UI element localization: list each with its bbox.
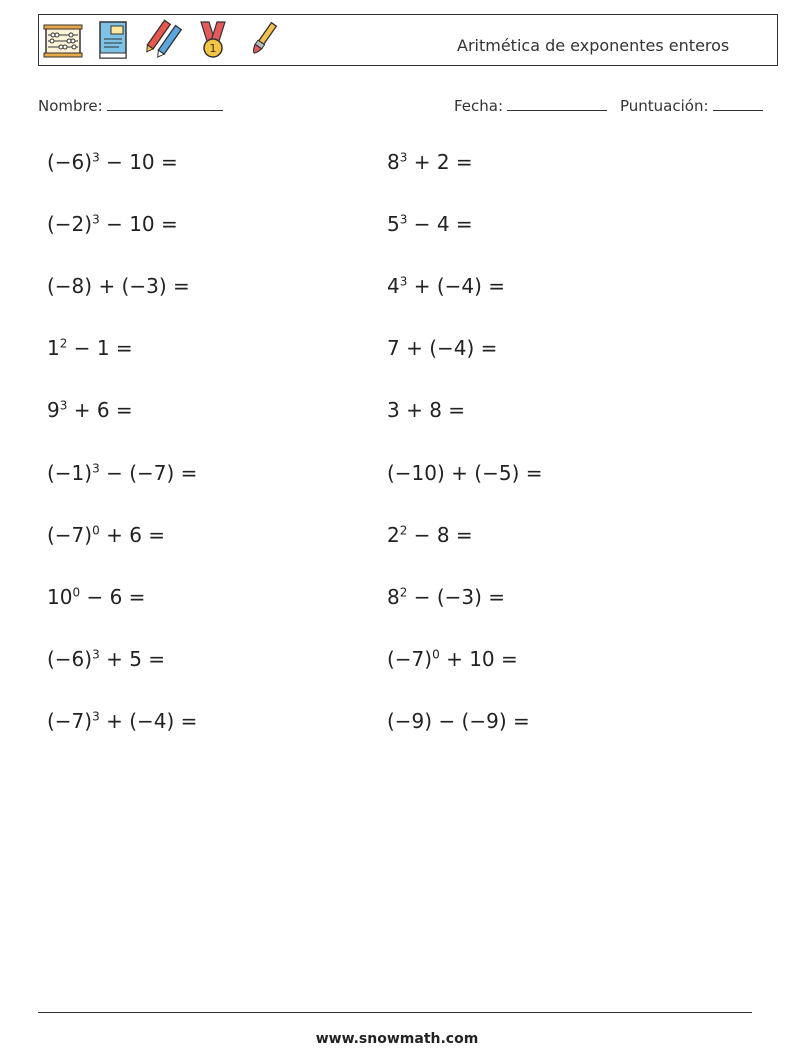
problem-left-6 <box>47 463 197 483</box>
problem-rest: − 10 = <box>99 150 178 174</box>
problem-exponent: 0 <box>432 647 440 662</box>
problem-base: (−10) + (−5) = <box>387 461 543 485</box>
problem-exponent: 3 <box>399 150 408 165</box>
problem-left-8 <box>47 587 145 607</box>
problem-rest: + (−4) = <box>99 709 198 733</box>
problem-base: (−7) <box>387 647 433 671</box>
problem-base: (−9) − (−9) = <box>387 709 530 733</box>
score-blank[interactable] <box>713 96 763 111</box>
problem-exponent: 3 <box>399 274 408 289</box>
date-field <box>454 96 607 114</box>
problem-rest: + 6 = <box>99 523 166 547</box>
problem-rest: + 10 = <box>439 647 518 671</box>
problem-base: 2 <box>387 523 400 547</box>
problem-exponent: 3 <box>399 212 408 227</box>
problem-base: (−6) <box>47 150 93 174</box>
problem-rest: + 6 = <box>67 398 133 422</box>
footer-divider <box>38 1012 752 1013</box>
problem-rest: − (−7) = <box>99 461 198 485</box>
problem-exponent: 3 <box>92 212 100 227</box>
problem-right-2 <box>387 214 473 234</box>
problem-right-4 <box>387 338 497 358</box>
problem-rest: − 10 = <box>99 212 178 236</box>
problem-base: 1 <box>47 336 60 360</box>
problem-exponent: 0 <box>92 523 100 538</box>
problem-exponent: 3 <box>92 150 100 165</box>
problem-base: 8 <box>387 150 400 174</box>
score-field <box>620 96 763 114</box>
problem-rest: − 8 = <box>407 523 473 547</box>
header-box <box>38 14 778 66</box>
problem-rest: − (−3) = <box>407 585 506 609</box>
crayons-icon <box>143 19 183 61</box>
problem-rest: + (−4) = <box>407 274 506 298</box>
problem-rest: − 1 = <box>67 336 133 360</box>
problem-left-9 <box>47 649 165 669</box>
problem-left-1 <box>47 152 178 172</box>
problem-rest: + 2 = <box>407 150 473 174</box>
problem-left-2 <box>47 214 178 234</box>
score-label: Puntuación: <box>620 97 709 115</box>
problem-right-10 <box>387 711 530 731</box>
problem-rest: − 4 = <box>407 212 473 236</box>
problem-base: (−8) + (−3) = <box>47 274 190 298</box>
problem-left-3 <box>47 276 190 296</box>
problem-base: (−6) <box>47 647 93 671</box>
problem-exponent: 2 <box>399 523 408 538</box>
date-blank[interactable] <box>507 96 607 111</box>
problem-exponent: 3 <box>92 709 100 724</box>
name-label: Nombre: <box>38 97 103 115</box>
problem-exponent: 3 <box>92 461 100 476</box>
problem-base: 7 + (−4) = <box>387 336 498 360</box>
medal-icon <box>193 19 233 61</box>
problem-right-5 <box>387 400 465 420</box>
paintbrush-icon <box>243 19 283 61</box>
problem-right-3 <box>387 276 505 296</box>
problem-left-7 <box>47 525 165 545</box>
problem-rest: − 6 = <box>80 585 146 609</box>
problem-base: (−1) <box>47 461 93 485</box>
abacus-icon <box>43 19 83 61</box>
problem-right-1 <box>387 152 473 172</box>
problem-base: 5 <box>387 212 400 236</box>
problem-exponent: 0 <box>72 585 81 600</box>
name-field <box>38 96 223 114</box>
problem-base: (−7) <box>47 709 93 733</box>
svg-text:1: 1 <box>209 42 217 55</box>
date-label: Fecha: <box>454 97 504 115</box>
problem-right-6 <box>387 463 543 483</box>
page-title: Aritmética de exponentes enteros <box>457 36 730 55</box>
problem-base: 10 <box>47 585 73 609</box>
footer-url: www.snowmath.com <box>315 1031 479 1047</box>
problem-right-9 <box>387 649 518 669</box>
problem-base: 8 <box>387 585 400 609</box>
book-icon <box>93 19 133 61</box>
problem-base: 9 <box>47 398 60 422</box>
problem-exponent: 3 <box>92 647 100 662</box>
problem-right-7 <box>387 525 473 545</box>
problem-exponent: 2 <box>399 585 408 600</box>
problem-rest: + 5 = <box>99 647 166 671</box>
problem-right-8 <box>387 587 505 607</box>
problem-base: (−2) <box>47 212 93 236</box>
problem-exponent: 2 <box>59 336 68 351</box>
problem-base: 3 + 8 = <box>387 398 466 422</box>
problem-left-10 <box>47 711 197 731</box>
problem-base: 4 <box>387 274 400 298</box>
name-blank[interactable] <box>107 96 223 111</box>
problem-base: (−7) <box>47 523 93 547</box>
problem-left-5 <box>47 400 133 420</box>
problem-left-4 <box>47 338 133 358</box>
problem-exponent: 3 <box>59 398 68 413</box>
icon-row <box>43 19 283 61</box>
